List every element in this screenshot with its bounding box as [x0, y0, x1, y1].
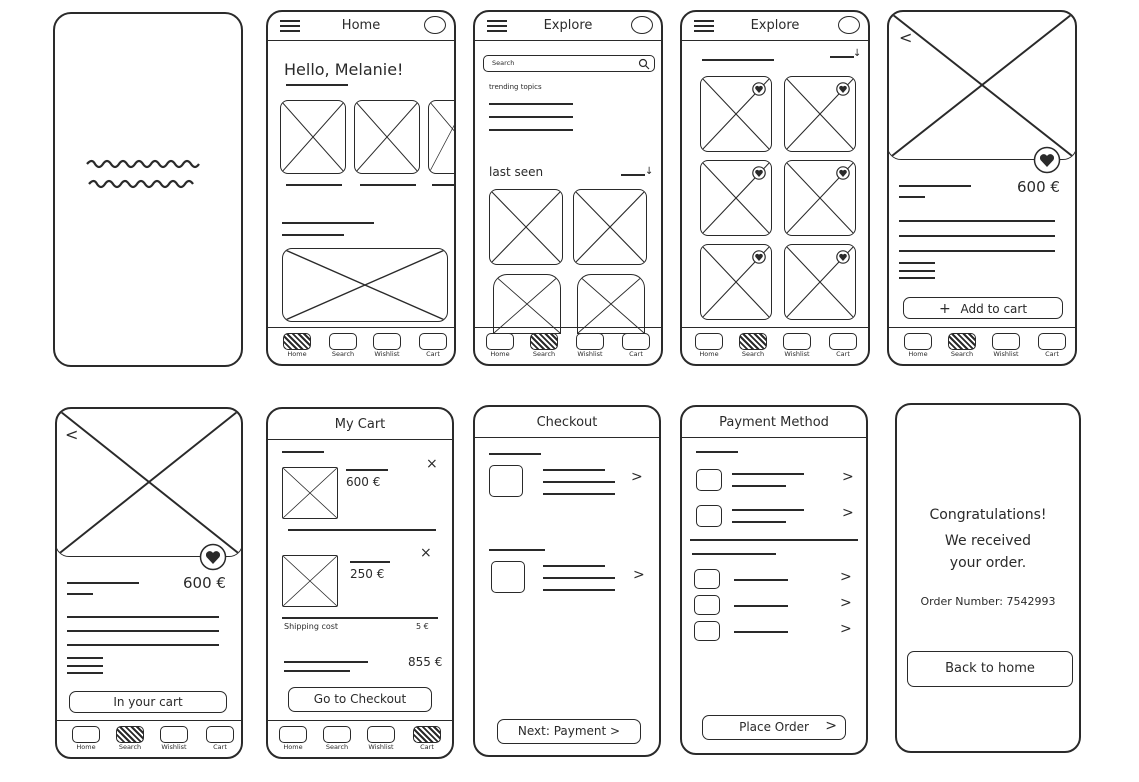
bottom-nav: [57, 720, 241, 757]
divider: [288, 529, 436, 531]
page-title: Checkout: [536, 415, 598, 430]
last-seen-label: last seen: [489, 165, 544, 179]
nav-home[interactable]: Home: [901, 333, 935, 359]
nav-search[interactable]: Search: [326, 333, 360, 359]
description-line: [67, 630, 219, 632]
carousel-image[interactable]: [280, 100, 346, 174]
detail-line: [543, 469, 605, 471]
chevron-right-icon[interactable]: >: [842, 469, 854, 485]
nav-cart[interactable]: Cart: [619, 333, 653, 359]
checkout-screen: [473, 405, 661, 757]
explore-screen: [473, 10, 663, 366]
option-line: [732, 473, 804, 475]
product-sub-line: [67, 593, 93, 595]
cart-total: 855 €: [408, 655, 443, 669]
nav-home[interactable]: Home: [69, 726, 103, 752]
description-line: [899, 262, 935, 264]
heart-icon[interactable]: [752, 250, 766, 264]
shipping-value: 5 €: [416, 622, 429, 631]
option-line: [732, 485, 786, 487]
payment-method-screen: [680, 405, 868, 755]
chevron-right-icon[interactable]: >: [840, 621, 852, 637]
heart-icon[interactable]: [1033, 146, 1061, 174]
order-text: your order.: [949, 555, 1027, 571]
avatar[interactable]: [838, 16, 860, 34]
sort-line: [621, 174, 645, 176]
caption-line: [286, 184, 342, 186]
product-in-cart-screen: [55, 407, 243, 759]
option-line: [734, 579, 788, 581]
nav-cart[interactable]: Cart: [416, 333, 450, 359]
description-line: [899, 250, 1055, 252]
detail-line: [543, 589, 615, 591]
header: [475, 12, 661, 41]
product-thumbnail[interactable]: [493, 274, 561, 334]
section-line: [696, 451, 738, 453]
go-to-checkout-button[interactable]: Go to Checkout: [288, 687, 432, 712]
heart-icon[interactable]: [836, 250, 850, 264]
item-name-line: [350, 561, 390, 563]
search-input[interactable]: [483, 55, 655, 72]
payment-option-icon[interactable]: [696, 469, 722, 491]
in-your-cart-button[interactable]: In your cart: [69, 691, 227, 713]
nav-search[interactable]: Search: [527, 333, 561, 359]
section-line: [692, 553, 776, 555]
greeting-underline: [286, 84, 348, 86]
detail-line: [543, 565, 605, 567]
nav-home[interactable]: Home: [483, 333, 517, 359]
heart-icon[interactable]: [836, 82, 850, 96]
product-name-line: [67, 582, 139, 584]
nav-home[interactable]: Home: [276, 726, 310, 752]
heart-icon[interactable]: [752, 82, 766, 96]
heart-icon[interactable]: [836, 166, 850, 180]
page-title: Explore: [543, 18, 593, 33]
caption-line: [432, 184, 456, 186]
carousel-image[interactable]: [354, 100, 420, 174]
section-line: [702, 59, 774, 61]
option-line: [732, 521, 786, 523]
splash-screen: [53, 12, 243, 367]
section-line: [282, 222, 374, 224]
congrats-heading: Congratulations!: [929, 507, 1047, 523]
nav-search[interactable]: Search: [320, 726, 354, 752]
page-title: Explore: [750, 18, 800, 33]
cart-item-image: [282, 467, 338, 519]
description-line: [67, 665, 103, 667]
avatar[interactable]: [631, 16, 653, 34]
description-line: [899, 235, 1055, 237]
page-title: Home: [341, 18, 381, 33]
description-line: [899, 220, 1055, 222]
heart-icon[interactable]: [752, 166, 766, 180]
add-to-cart-label: Add to cart: [960, 302, 1028, 316]
trending-line: [489, 116, 573, 118]
nav-search[interactable]: Search: [736, 333, 770, 359]
bottom-nav: [268, 327, 454, 364]
product-price: 600 €: [1017, 178, 1060, 196]
option-line: [734, 605, 788, 607]
description-line: [67, 644, 219, 646]
product-name-line: [899, 185, 971, 187]
section-line: [489, 453, 541, 455]
product-thumbnail[interactable]: [573, 189, 647, 265]
product-image: [887, 10, 1077, 160]
order-number: Order Number: 7542993: [920, 595, 1056, 608]
nav-cart[interactable]: Cart: [410, 726, 444, 752]
header: [682, 407, 866, 438]
place-order-label: Place Order: [739, 720, 809, 734]
header: [268, 12, 454, 41]
detail-line: [543, 481, 615, 483]
trending-line: [489, 103, 573, 105]
nav-wishlist[interactable]: Wishlist: [989, 333, 1023, 359]
trending-line: [489, 129, 573, 131]
caption-line: [360, 184, 416, 186]
page-title: My Cart: [334, 417, 386, 432]
greeting: Hello, Melanie!: [284, 60, 404, 79]
address-icon: [489, 465, 523, 497]
bottom-nav: [682, 327, 868, 364]
header: [475, 407, 659, 438]
nav-wishlist[interactable]: Wishlist: [780, 333, 814, 359]
carousel-image[interactable]: [428, 100, 456, 174]
payment-option-icon[interactable]: [696, 505, 722, 527]
heart-icon[interactable]: [199, 543, 227, 571]
product-image: [55, 407, 243, 557]
shipping-label: Shipping cost: [284, 622, 339, 631]
detail-line: [543, 577, 615, 579]
nav-cart[interactable]: Cart: [203, 726, 237, 752]
chevron-right-icon[interactable]: >: [842, 505, 854, 521]
option-line: [734, 631, 788, 633]
nav-wishlist[interactable]: Wishlist: [370, 333, 404, 359]
bottom-nav: [475, 327, 661, 364]
banner-image[interactable]: [282, 248, 448, 322]
total-line: [284, 661, 368, 663]
search-placeholder: Search: [492, 59, 515, 67]
option-line: [732, 509, 804, 511]
explore-grid-screen: [680, 10, 870, 366]
cart-item-price: 250 €: [350, 567, 385, 581]
trending-label: trending topics: [489, 83, 542, 91]
divider: [282, 617, 438, 619]
home-screen: [266, 10, 456, 366]
sort-arrow-icon[interactable]: ↓: [645, 166, 654, 177]
cart-item-image: [282, 555, 338, 607]
bottom-nav: [268, 720, 452, 757]
nav-wishlist[interactable]: Wishlist: [573, 333, 607, 359]
page-title: Payment Method: [719, 415, 829, 430]
remove-item-icon[interactable]: ×: [426, 456, 438, 472]
back-to-home-button[interactable]: Back to home: [907, 651, 1073, 687]
nav-home[interactable]: Home: [280, 333, 314, 359]
back-arrow-icon[interactable]: <: [899, 28, 913, 47]
sort-arrow-icon[interactable]: ↓: [853, 48, 862, 59]
chevron-right-icon[interactable]: >: [840, 595, 852, 611]
item-name-line: [346, 469, 388, 471]
nav-search[interactable]: Search: [113, 726, 147, 752]
description-line: [67, 616, 219, 618]
received-text: We received: [944, 533, 1032, 549]
cart-item-price: 600 €: [346, 475, 381, 489]
chevron-right-icon[interactable]: >: [633, 567, 645, 583]
product-sub-line: [899, 196, 925, 198]
back-arrow-icon[interactable]: <: [65, 425, 79, 444]
bottom-nav: [889, 327, 1075, 364]
place-order-button[interactable]: [702, 715, 846, 740]
divider: [690, 539, 858, 541]
search-icon[interactable]: [638, 58, 650, 70]
total-line: [284, 670, 350, 672]
next-payment-button[interactable]: Next: Payment >: [497, 719, 641, 744]
delivery-icon: [491, 561, 525, 593]
remove-item-icon[interactable]: ×: [420, 545, 432, 561]
nav-cart[interactable]: Cart: [826, 333, 860, 359]
description-line: [67, 672, 103, 674]
nav-cart[interactable]: Cart: [1035, 333, 1069, 359]
payment-option-icon[interactable]: [694, 621, 720, 641]
header: [682, 12, 868, 41]
description-line: [67, 657, 103, 659]
plus-icon: +: [938, 301, 951, 317]
product-detail-screen: [887, 10, 1077, 366]
product-price: 600 €: [183, 574, 226, 592]
section-line: [282, 234, 344, 236]
nav-wishlist[interactable]: Wishlist: [157, 726, 191, 752]
logo-scribble: [85, 154, 215, 194]
cart-screen: [266, 407, 454, 759]
order-confirmation-screen: [895, 403, 1081, 753]
chevron-right-icon[interactable]: >: [631, 469, 643, 485]
nav-wishlist[interactable]: Wishlist: [364, 726, 398, 752]
header: [268, 409, 452, 440]
sort-line: [830, 56, 854, 58]
detail-line: [543, 493, 615, 495]
payment-option-icon[interactable]: [694, 569, 720, 589]
description-line: [899, 277, 935, 279]
avatar[interactable]: [424, 16, 446, 34]
chevron-right-icon: >: [825, 718, 837, 734]
product-thumbnail[interactable]: [577, 274, 645, 334]
chevron-right-icon[interactable]: >: [840, 569, 852, 585]
product-thumbnail[interactable]: [489, 189, 563, 265]
description-line: [899, 270, 935, 272]
section-line: [489, 549, 545, 551]
nav-search[interactable]: Search: [945, 333, 979, 359]
nav-home[interactable]: Home: [692, 333, 726, 359]
section-line: [282, 451, 324, 453]
payment-option-icon[interactable]: [694, 595, 720, 615]
add-to-cart-button[interactable]: [903, 297, 1063, 319]
